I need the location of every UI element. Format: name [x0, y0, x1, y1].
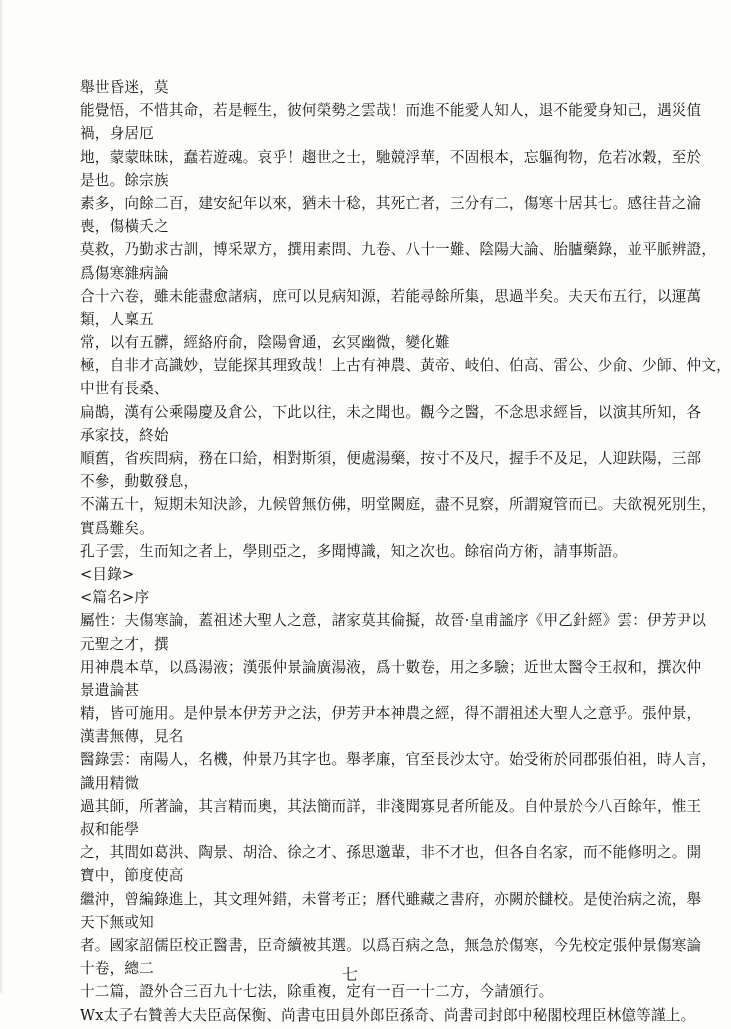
text-line: 精，皆可施用。是仲景本伊芳尹之法，伊芳尹本神農之經，得不謂祖述大聖人之意乎。張仲景， — [80, 705, 702, 723]
text-line: 莫救，乃勤求古訓，博采眾方，撰用素問、九卷、八十一難、陰陽大論、胎臚藥錄，並平脈辨證， — [80, 241, 717, 259]
text-line: 能覺悟，不惜其命，若是輕生，彼何榮勢之雲哉！而進不能愛人知人，退不能愛身知己，遇災值 — [80, 102, 702, 120]
text-line: 屬性：夫傷寒論，蓋祖述大聖人之意，諸家莫其倫擬，故晉·皇甫謐序《甲乙針經》雲：伊芳尹以 — [80, 612, 707, 630]
text-line: 舉世昏迷，莫 — [80, 79, 169, 96]
text-line: 類，人稟五 — [80, 310, 154, 328]
text-line: 常，以有五髒，經絡府俞，陰陽會通，玄冥幽微，變化難 — [80, 334, 450, 352]
text-line: 禍，身居厄 — [80, 125, 154, 143]
text-line: 扁鵲，漢有公乘陽慶及倉公，下此以往，未之聞也。觀今之醫，不念思求經旨，以演其所知，各 — [80, 403, 702, 421]
text-line: 爲傷寒雜病論 — [80, 264, 169, 282]
text-line: 極，自非才高識妙，豈能探其理致哉！上古有神農、黃帝、岐伯、伯高、雷公、少俞、少師、仲文， — [80, 357, 731, 375]
text-line: 者。國家詔儒臣校正醫書，臣奇續被其選。以爲百病之急，無急於傷寒，今先校定張仲景傷寒論 — [80, 936, 702, 954]
text-line: 用神農本草，以爲湯液；漢張仲景論廣湯液，爲十數卷，用之多驗；近世太醫令王叔和，撰次仲 — [80, 658, 702, 676]
scan-edge-shadow — [0, 0, 3, 993]
text-line: 承家技，終始 — [80, 426, 169, 444]
text-line: 素多，向餘二百，建安紀年以來，猶未十稔，其死亡者，三分有二，傷寒十居其七。感往昔之淪 — [80, 194, 702, 212]
text-line: 實爲難矣。 — [80, 519, 154, 537]
text-line: 順舊，省疾問病，務在口給，相對斯須，便處湯藥，按寸不及尺，握手不及足，人迎趺陽，三部 — [80, 450, 702, 467]
text-line: 是也。餘宗族 — [80, 171, 169, 189]
text-line: 景遺論甚 — [80, 681, 140, 699]
text-line: 繼沖，曾編錄進上，其文理舛錯，未嘗考正；曆代雖藏之書府，亦闕於讎校。是使治病之流，舉 — [80, 890, 702, 908]
text-line: 喪，傷橫夭之 — [80, 218, 169, 236]
text-line: 合十六卷，雖未能盡愈諸病，庶可以見病知源，若能尋餘所集，思過半矣。夫天布五行，以運萬 — [80, 287, 702, 305]
text-line: 元聖之才，撰 — [80, 635, 169, 653]
text-line: 漢書無傳，見名 — [80, 728, 184, 746]
text-line: 天下無或知 — [80, 913, 154, 931]
text-line: 識用精微 — [80, 774, 140, 792]
text-line: Wx太子右贊善大夫臣高保衡、尚書屯田員外郎臣孫奇、尚書司封郎中秘閣校理臣林億等謹上。 — [80, 1006, 696, 1024]
text-line: 不參，動數發息， — [80, 473, 199, 491]
text-line: 過其師，所著論，其言精而奧，其法簡而詳，非淺聞寡見者所能及。自仲景於今八百餘年，惟王 — [80, 797, 702, 815]
text-line: 孔子雲，生而知之者上，學則亞之，多聞博識，知之次也。餘宿尚方術，請事斯語。 — [80, 542, 628, 560]
text-line: 中世有長桑、 — [80, 380, 169, 398]
text-line: 地，蒙蒙昧昧，蠢若遊魂。哀乎！趨世之士，馳競浮華，不固根本，忘軀徇物，危若冰穀，至於 — [80, 148, 702, 166]
text-line: 寶中，節度使高 — [80, 867, 184, 885]
text-line: 叔和能學 — [80, 821, 140, 838]
text-line: 十卷，總二 — [80, 960, 154, 978]
text-line: 不滿五十，短期未知決診，九候曾無仿佛，明堂闕庭，盡不見察，所謂窺管而已。夫欲視死別生， — [80, 496, 717, 514]
text-line: 醫錄雲：南陽人，名機，仲景乃其字也。舉孝廉，官至長沙太守。始受術於同郡張伯祖，時人言， — [80, 751, 717, 769]
text-line: 十二篇，證外合三百九十七法，除重複，定有一百一十二方，今請頒行。 — [80, 983, 554, 1001]
page-number: 七 — [341, 965, 358, 984]
section-heading: <篇名>序 — [80, 589, 150, 607]
body-text — [80, 78, 731, 1029]
section-heading: <目錄> — [80, 565, 135, 583]
text-line: 之，其間如葛洪、陶景、胡洽、徐之才、孫思邈輩，非不才也，但各自名家，而不能修明之。開 — [80, 844, 702, 862]
